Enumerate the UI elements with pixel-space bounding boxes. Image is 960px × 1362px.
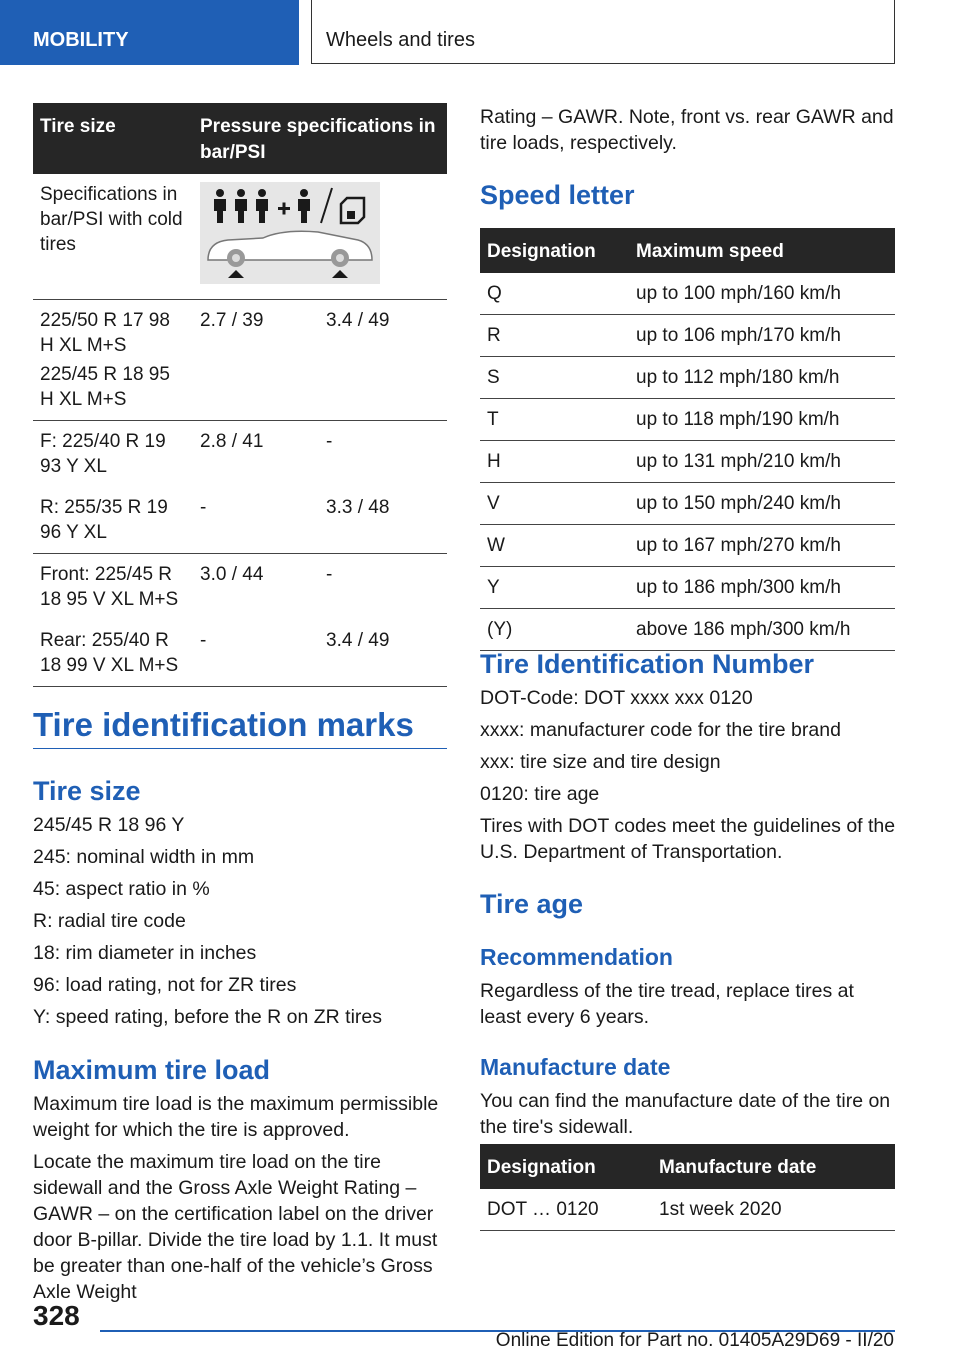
table-cell: up to 118 mph/190 km/h	[629, 399, 895, 441]
tin-paragraph: Tires with DOT codes meet the guidelines of the U.S. Department of Transportation.	[480, 815, 896, 863]
manufacture-date-paragraph: You can find the manufacture date of the tire on the tire's sidewall.	[480, 1090, 891, 1138]
tin-line: 0120: tire age	[480, 783, 600, 805]
tin-line: DOT-Code: DOT xxxx xxx 0120	[480, 687, 753, 709]
max-load-paragraph: Maximum tire load is the maximum permissible weight for which the tire is approved.	[33, 1093, 439, 1141]
table-cell: 1st week 2020	[652, 1189, 895, 1231]
table-cell: -	[326, 564, 333, 585]
table-cell: F: 225/40 R 19 93 Y XL	[40, 431, 166, 477]
table-cell: T	[480, 399, 629, 441]
table-cell: 3.3 / 48	[319, 487, 447, 554]
recommendation-heading: Recommendation	[480, 944, 673, 970]
table-header: Manufacture date	[652, 1144, 895, 1189]
max-load-paragraph: Locate the maximum tire load on the tire sidewall and the Gross Axle Weight Rating – GAWR – on the certification label on the driver door B-pillar. Divide the tire load by 1.1. It must be greater than one-half of the vehicle’s Gross Axle Weight	[33, 1151, 438, 1303]
manufacture-date-heading: Manufacture date	[480, 1054, 671, 1080]
max-load-heading: Maximum tire load	[33, 1055, 271, 1085]
recommendation-paragraph: Regardless of the tire tread, replace tires at least every 6 years.	[480, 980, 854, 1028]
table-cell: Y	[480, 567, 629, 609]
table-cell: 225/45 R 18 95 H XL M+S	[33, 360, 193, 421]
tin-heading: Tire Identification Number	[480, 649, 815, 679]
tire-size-line: 245/45 R 18 96 Y	[33, 814, 185, 836]
tin-line: xxx: tire size and tire design	[480, 751, 721, 773]
table-cell: above 186 mph/300 km/h	[629, 609, 895, 651]
tire-size-line: 18: rim diameter in inches	[33, 942, 257, 964]
speed-heading: Speed letter	[480, 180, 635, 210]
table-header: Maximum speed	[629, 228, 895, 273]
table-header: Pressure specifications in bar/PSI	[193, 103, 447, 174]
continued-paragraph: Rating – GAWR. Note, front vs. rear GAWR and tire loads, respectively.	[480, 106, 894, 154]
table-cell: (Y)	[480, 609, 629, 651]
table-cell: R	[480, 315, 629, 357]
section-label: MOBILITY	[33, 29, 129, 51]
heading-rule	[33, 748, 447, 749]
chapter-header	[311, 0, 895, 64]
table-header: Designation	[480, 1144, 652, 1189]
table-cell: H	[480, 441, 629, 483]
tire-size-line: R: radial tire code	[33, 910, 186, 932]
table-cell: 2.8 / 41	[200, 431, 264, 452]
table-cell: up to 106 mph/170 km/h	[629, 315, 895, 357]
spec-label: Specifications in bar/PSI with cold tires	[33, 174, 193, 300]
table-cell: up to 131 mph/210 km/h	[629, 441, 895, 483]
table-cell: Rear: 255/40 R 18 99 V XL M+S	[33, 620, 193, 687]
table-cell: R: 255/35 R 19 96 Y XL	[33, 487, 193, 554]
tire-size-line: 96: load rating, not for ZR tires	[33, 974, 297, 996]
table-cell: up to 186 mph/300 km/h	[629, 567, 895, 609]
manufacture-date-table	[480, 1144, 895, 1231]
table-cell: Front: 225/45 R 18 95 V XL M+S	[40, 564, 179, 610]
table-cell: W	[480, 525, 629, 567]
table-cell: 3.4 / 49	[326, 310, 390, 331]
table-cell: -	[326, 431, 333, 452]
main-heading: Tire identification marks	[33, 706, 414, 743]
tire-size-line: 245: nominal width in mm	[33, 846, 255, 868]
table-cell	[319, 360, 447, 421]
chapter-title: Wheels and tires	[326, 29, 475, 51]
table-cell: S	[480, 357, 629, 399]
table-cell: -	[193, 487, 319, 554]
speed-table	[480, 228, 895, 651]
table-cell: up to 167 mph/270 km/h	[629, 525, 895, 567]
load-diagram-cell	[193, 174, 447, 300]
pressure-table	[33, 103, 447, 687]
table-cell: V	[480, 483, 629, 525]
table-cell: up to 112 mph/180 km/h	[629, 357, 895, 399]
table-cell: up to 100 mph/160 km/h	[629, 273, 895, 315]
table-cell: Q	[480, 273, 629, 315]
table-header: Designation	[480, 228, 629, 273]
table-cell	[193, 360, 319, 421]
table-cell: 3.0 / 44	[200, 564, 264, 585]
table-cell: up to 150 mph/240 km/h	[629, 483, 895, 525]
tire-age-heading: Tire age	[480, 889, 584, 919]
vehicle-load-diagram	[200, 182, 380, 284]
tire-size-heading: Tire size	[33, 776, 141, 806]
table-cell: -	[193, 620, 319, 687]
tire-size-line: 45: aspect ratio in %	[33, 878, 210, 900]
section-tab	[0, 0, 299, 65]
table-header: Tire size	[33, 103, 193, 174]
tire-size-line: Y: speed rating, before the R on ZR tires	[33, 1006, 383, 1028]
table-cell: 225/50 R 17 98 H XL M+S	[40, 310, 170, 356]
table-cell: 2.7 / 39	[200, 310, 264, 331]
table-cell: DOT … 0120	[480, 1189, 652, 1231]
tin-line: xxxx: manufacturer code for the tire brand	[480, 719, 841, 741]
edition-note: Online Edition for Part no. 01405A29D69 - II/20	[495, 1330, 894, 1351]
table-cell: 3.4 / 49	[319, 620, 447, 687]
page-number: 328	[33, 1300, 80, 1331]
